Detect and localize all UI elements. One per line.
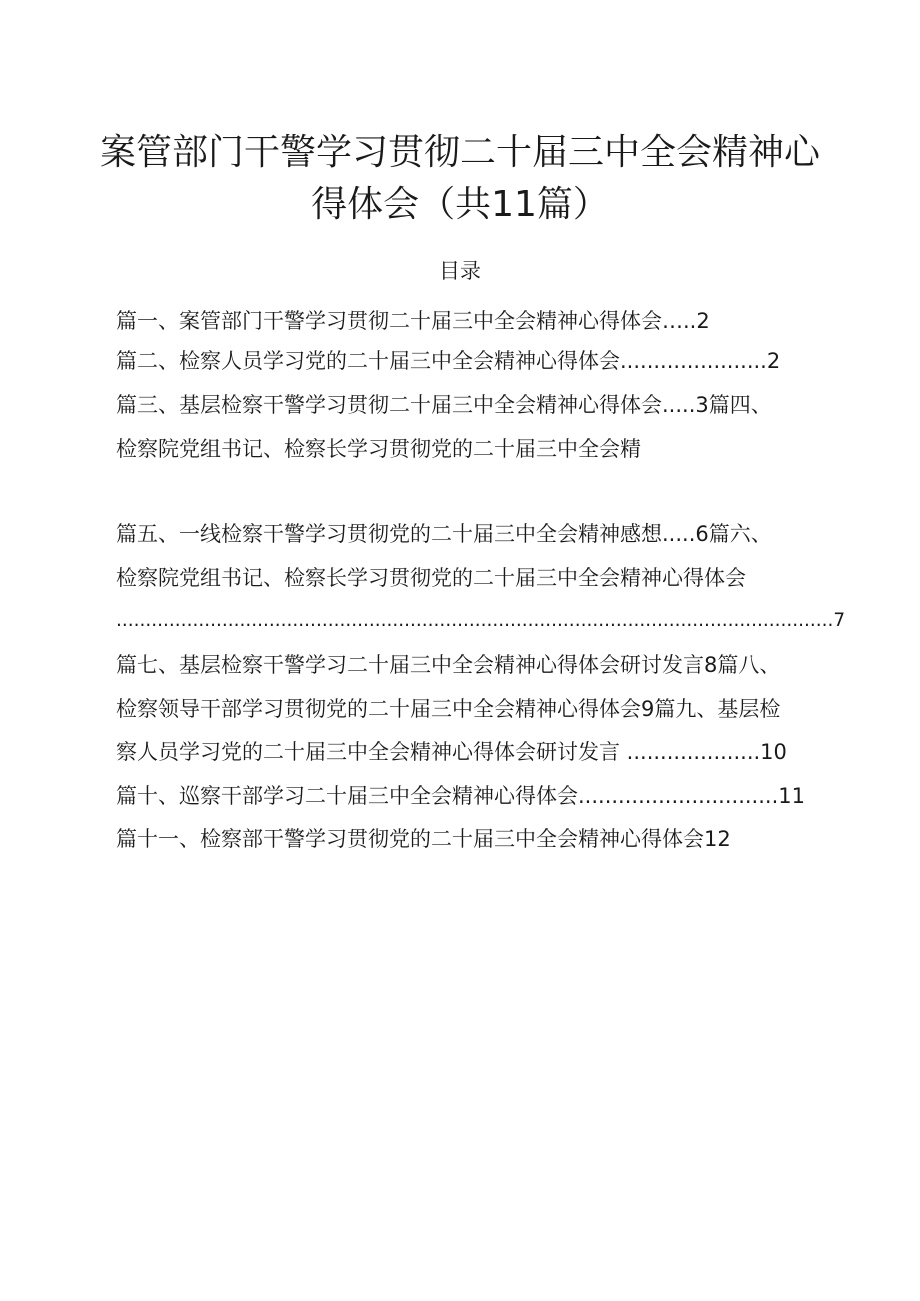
toc-entry-dots[interactable]: ..........................................................................................................................7 [116, 610, 846, 631]
toc-entry[interactable]: 检察院党组书记、检察长学习贯彻党的二十届三中全会精神心得体会 [116, 566, 746, 590]
toc-entry[interactable]: 检察领导干部学习贯彻党的二十届三中全会精神心得体会9篇九、基层检 [116, 697, 781, 721]
toc-entry[interactable]: 篇七、基层检察干警学习二十届三中全会精神心得体会研讨发言8篇八、 [116, 653, 781, 677]
toc-entry[interactable]: 篇十一、检察部干警学习贯彻党的二十届三中全会精神心得体会12 [116, 827, 731, 851]
document-title-line-1: 案管部门干警学习贯彻二十届三中全会精神心 [99, 132, 820, 173]
document-title-line-2: 得体会（共11篇） [311, 184, 609, 225]
toc-entry[interactable]: 察人员学习党的二十届三中全会精神心得体会研讨发言 ....................10 [116, 740, 787, 764]
toc-heading: 目录 [439, 259, 481, 283]
toc-entry[interactable]: 篇一、案管部门干警学习贯彻二十届三中全会精神心得体会…..2 [116, 309, 710, 333]
toc-entry[interactable]: 篇十、巡察干部学习二十届三中全会精神心得体会..............................11 [116, 784, 805, 808]
toc-entry[interactable]: 检察院党组书记、检察长学习贯彻党的二十届三中全会精 [116, 437, 641, 461]
toc-entry[interactable]: 篇二、检察人员学习党的二十届三中全会精神心得体会......................2 [116, 349, 781, 373]
toc-entry[interactable]: 篇三、基层检察干警学习贯彻二十届三中全会精神心得体会.....3篇四、 [116, 393, 772, 417]
toc-entry[interactable]: 篇五、一线检察干警学习贯彻党的二十届三中全会精神感想.....6篇六、 [116, 522, 772, 546]
